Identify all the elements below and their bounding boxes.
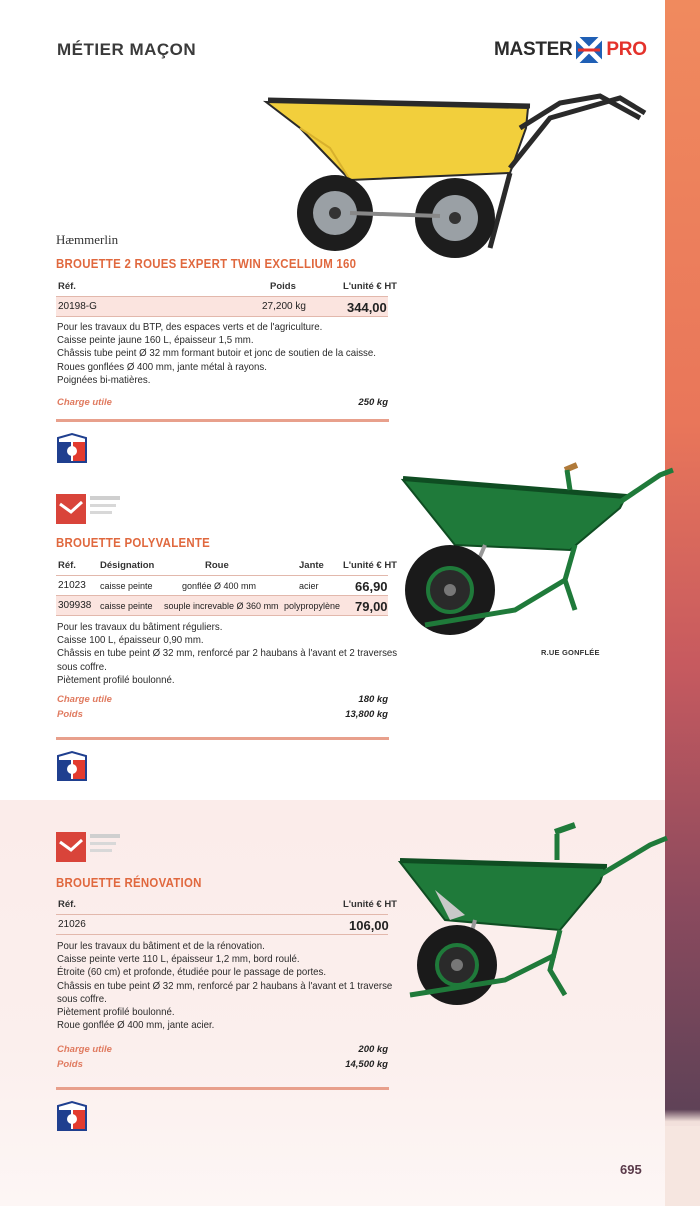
description-line: Châssis tube peint Ø 32 mm formant butoir et jonc de soutien de la caisse. [57,347,376,360]
table-cell-price: 79,00 [355,599,388,614]
description-line: Piètement profilé boulonné. [57,673,175,686]
table-cell-weight: 27,200 kg [262,301,306,312]
description-line: Pour les travaux du bâtiment et de la rénovation. [57,940,265,952]
table-cell-price: 106,00 [349,918,389,933]
description-line: Châssis en tube peint Ø 32 mm, renforcé par 2 haubans à l'avant et 1 traverse [57,979,393,992]
product-title: BROUETTE RÉNOVATION [56,875,202,890]
description-line: sous coffre. [57,992,107,1005]
spec-value: 14,500 kg [345,1059,388,1070]
made-in-france-badge-icon [55,750,89,784]
table-cell-price: 66,90 [355,579,388,594]
col-header-weight: Poids [270,281,296,292]
table-cell-price: 344,00 [347,300,387,315]
col-header-designation: Désignation [100,560,155,571]
description-line: Roue gonflée Ø 400 mm, jante acier. [57,1019,215,1032]
col-header-ref: Réf. [58,281,76,292]
brand-haemmerlin: Hæmmerlin [56,232,119,247]
description-line: Poignées bi-matières. [57,373,151,386]
green-wheelbarrow-renovation-image [395,820,675,1020]
table-line [56,934,388,935]
description-line: Pour les travaux du BTP, des espaces verts et de l'agriculture. [57,321,323,333]
table-line [56,615,388,616]
spec-value: 180 kg [358,694,388,705]
logo-text-master: MASTER [494,39,573,60]
table-line [56,575,388,576]
spec-label: Charge utile [57,694,112,705]
page-title: MÉTIER MAÇON [57,40,197,59]
section-separator [56,737,389,740]
section-separator [56,419,389,422]
table-line [56,914,388,915]
table-cell-designation: caisse peinte [100,581,153,591]
spec-label: Charge utile [57,1044,112,1055]
spec-value: 13,800 kg [345,709,388,720]
yellow-wheelbarrow-image [260,88,660,263]
spec-label: Poids [57,709,83,720]
col-header-ref: Réf. [58,899,76,910]
spec-label: Charge utile [57,397,112,408]
description-line: Roues gonflées Ø 400 mm, jante métal à rayons. [57,360,267,373]
made-in-france-badge-icon [55,1100,89,1134]
description-line: Piètement profilé boulonné. [57,1006,175,1019]
table-cell-rim: polypropylène [284,601,341,611]
col-header-price: L'unité € HT [343,281,397,292]
table-row-bg [56,296,388,316]
sidebar-bottom [665,1126,700,1206]
product-description [57,621,427,687]
col-header-wheel: Roue [205,560,229,571]
product-title: BROUETTE POLYVALENTE [56,535,211,550]
table-cell-ref: 21023 [58,580,86,591]
masterpro-logo [494,34,647,66]
col-header-price: L'unité € HT [343,560,397,571]
description-line: sous coffre. [57,660,107,673]
col-header-price: L'unité € HT [343,899,397,910]
product-description [57,940,421,1032]
table-cell-wheel: souple increvable Ø 360 mm [164,601,279,611]
col-header-rim: Jante [299,560,324,571]
table-cell-ref: 20198-G [58,301,97,312]
table-cell-wheel: gonflée Ø 400 mm [182,581,257,591]
product-description [57,321,404,387]
spec-label: Poids [57,1059,83,1070]
logo-text-pro: PRO [606,39,647,60]
table-line [56,316,388,317]
description-line: Caisse 100 L, épaisseur 0,90 mm. [57,634,204,647]
table-cell-rim: acier [299,581,319,591]
table-cell-designation: caisse peinte [100,601,153,611]
description-line: Étroite (60 cm) et profonde, étudiée pour le passage de portes. [57,966,327,979]
made-in-france-badge-icon [55,432,89,466]
spec-value: 250 kg [358,397,388,408]
section-separator [56,1087,389,1090]
product-title: BROUETTE 2 ROUES EXPERT TWIN EXCELLIUM 160 [56,256,357,271]
table-line [56,595,388,596]
table-cell-ref: 21026 [58,919,86,930]
description-line: Châssis en tube peint Ø 32 mm, renforcé par 2 haubans à l'avant et 2 traverses [57,647,398,660]
spec-value: 200 kg [358,1044,388,1055]
table-line [56,296,388,297]
altrad-logo-icon [56,828,122,868]
col-header-ref: Réf. [58,560,76,571]
description-line: Caisse peinte jaune 160 L, épaisseur 1,5 mm. [57,334,254,347]
green-wheelbarrow-image [395,460,675,650]
description-line: Caisse peinte verte 110 L, épaisseur 1,2 mm, bord roulé. [57,953,300,966]
logo-star-icon [574,35,604,65]
table-cell-ref: 309938 [58,600,92,611]
image-caption: R.UE GONFLÉE [541,648,600,657]
altrad-logo-icon [56,490,122,530]
page-number: 695 [620,1162,642,1177]
description-line: Pour les travaux du bâtiment réguliers. [57,621,223,633]
